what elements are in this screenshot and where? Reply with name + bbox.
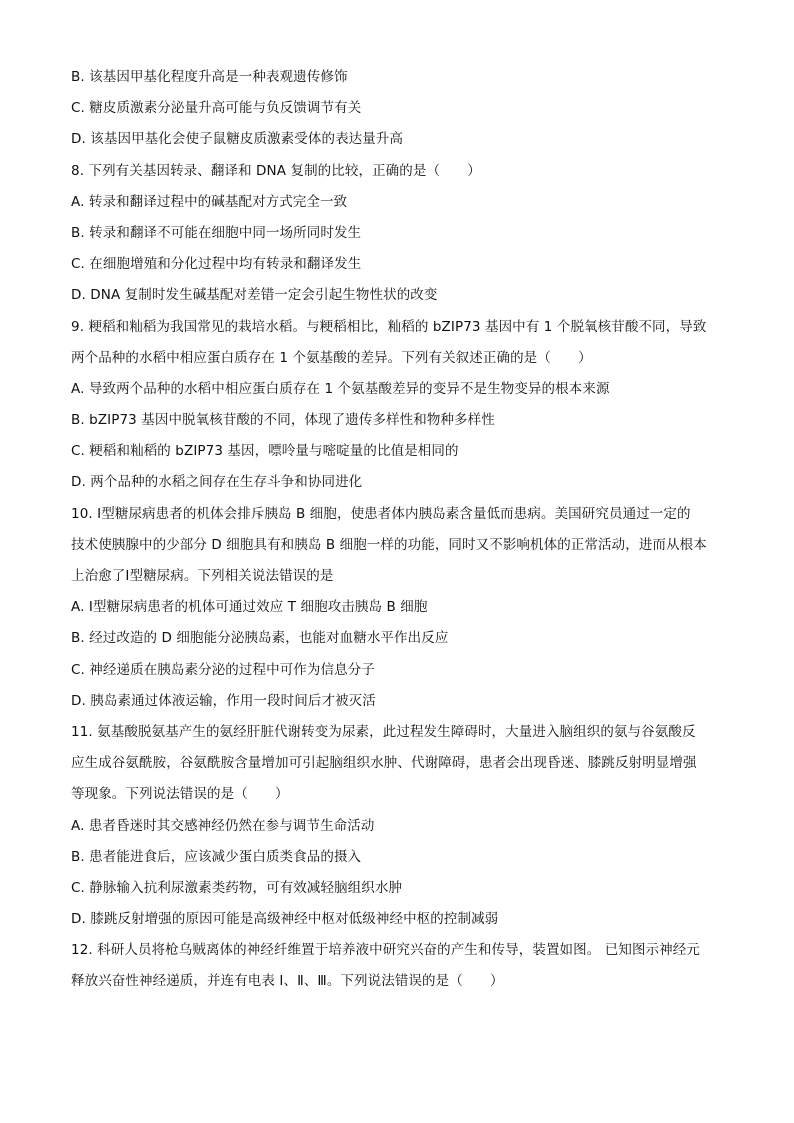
question-11-stem-line-3: 等现象。下列说法错误的是（ ） bbox=[71, 786, 289, 803]
text-line-option-10a: A. Ⅰ型糖尿病患者的机体可通过效应 T 细胞攻击胰岛 B 细胞 bbox=[71, 599, 428, 616]
question-10-stem-line-2: 技术使胰腺中的少部分 D 细胞具有和胰岛 B 细胞一样的功能，同时又不影响机体的正常活动，进而从根本 bbox=[71, 536, 707, 553]
text-line-option-10d: D. 胰岛素通过体液运输，作用一段时间后才被灭活 bbox=[71, 692, 376, 709]
question-12-stem-line-2: 释放兴奋性神经递质，并连有电表 Ⅰ、Ⅱ、Ⅲ。下列说法错误的是（ ） bbox=[71, 973, 504, 990]
question-11-stem-line-1: 11. 氨基酸脱氨基产生的氨经肝脏代谢转变为尿素，此过程发生障碍时，大量进入脑组织的氨与谷氨酸反 bbox=[71, 723, 696, 740]
text-line-option-11c: C. 静脉输入抗利尿激素类药物，可有效减轻脑组织水肿 bbox=[71, 879, 403, 896]
text-line-option-11d: D. 膝跳反射增强的原因可能是高级神经中枢对低级神经中枢的控制减弱 bbox=[71, 911, 499, 928]
text-line-option-7d: D. 该基因甲基化会使子鼠糖皮质激素受体的表达量升高 bbox=[71, 131, 404, 148]
text-line-option-9a: A. 导致两个品种的水稻中相应蛋白质存在 1 个氨基酸差异的变异不是生物变异的根本来源 bbox=[71, 380, 610, 397]
text-line-option-10b: B. 经过改造的 D 细胞能分泌胰岛素，也能对血糖水平作出反应 bbox=[71, 630, 449, 647]
question-9-stem-line-2: 两个品种的水稻中相应蛋白质存在 1 个氨基酸的差异。下列有关叙述正确的是（ ） bbox=[71, 349, 592, 366]
question-12-stem-line-1: 12. 科研人员将枪乌贼离体的神经纤维置于培养液中研究兴奋的产生和传导，装置如图。 已知图示神经元 bbox=[71, 942, 700, 959]
text-line-option-8b: B. 转录和翻译不可能在细胞中同一场所同时发生 bbox=[71, 224, 362, 241]
question-9-stem-line-1: 9. 粳稻和籼稻为我国常见的栽培水稻。与粳稻相比，籼稻的 bZIP73 基因中有 1 个脱氧核苷酸不同，导致 bbox=[71, 318, 707, 335]
document-page bbox=[71, 62, 731, 998]
text-line-option-11a: A. 患者昏迷时其交感神经仍然在参与调节生命活动 bbox=[71, 817, 375, 834]
text-line-option-8a: A. 转录和翻译过程中的碱基配对方式完全一致 bbox=[71, 193, 348, 210]
question-8-stem: 8. 下列有关基因转录、翻译和 DNA 复制的比较，正确的是（ ） bbox=[71, 162, 481, 179]
text-line-option-7b: B. 该基因甲基化程度升高是一种表观遗传修饰 bbox=[71, 69, 348, 85]
question-10-stem-line-1: 10. Ⅰ型糖尿病患者的机体会排斥胰岛 B 细胞，使患者体内胰岛素含量低而患病。美国研究员通过一定的 bbox=[71, 505, 691, 522]
question-10-stem-line-3: 上治愈了Ⅰ型糖尿病。下列相关说法错误的是 bbox=[71, 568, 334, 584]
text-line-option-8c: C. 在细胞增殖和分化过程中均有转录和翻译发生 bbox=[71, 256, 362, 273]
text-line-option-9c: C. 粳稻和籼稻的 bZIP73 基因，嘌呤量与嘧啶量的比值是相同的 bbox=[71, 443, 459, 460]
text-line-option-8d: D. DNA 复制时发生碱基配对差错一定会引起生物性状的改变 bbox=[71, 287, 438, 304]
text-line-option-9b: B. bZIP73 基因中脱氧核苷酸的不同，体现了遗传多样性和物种多样性 bbox=[71, 412, 495, 429]
text-line-option-11b: B. 患者能进食后，应该减少蛋白质类食品的摄入 bbox=[71, 848, 362, 865]
text-line-option-9d: D. 两个品种的水稻之间存在生存斗争和协同进化 bbox=[71, 474, 363, 491]
text-line-option-7c: C. 糖皮质激素分泌量升高可能与负反馈调节有关 bbox=[71, 100, 362, 117]
text-line-option-10c: C. 神经递质在胰岛素分泌的过程中可作为信息分子 bbox=[71, 661, 375, 678]
question-11-stem-line-2: 应生成谷氨酰胺，谷氨酰胺含量增加可引起脑组织水肿、代谢障碍，患者会出现昏迷、膝跳反射明显增强 bbox=[71, 755, 697, 772]
